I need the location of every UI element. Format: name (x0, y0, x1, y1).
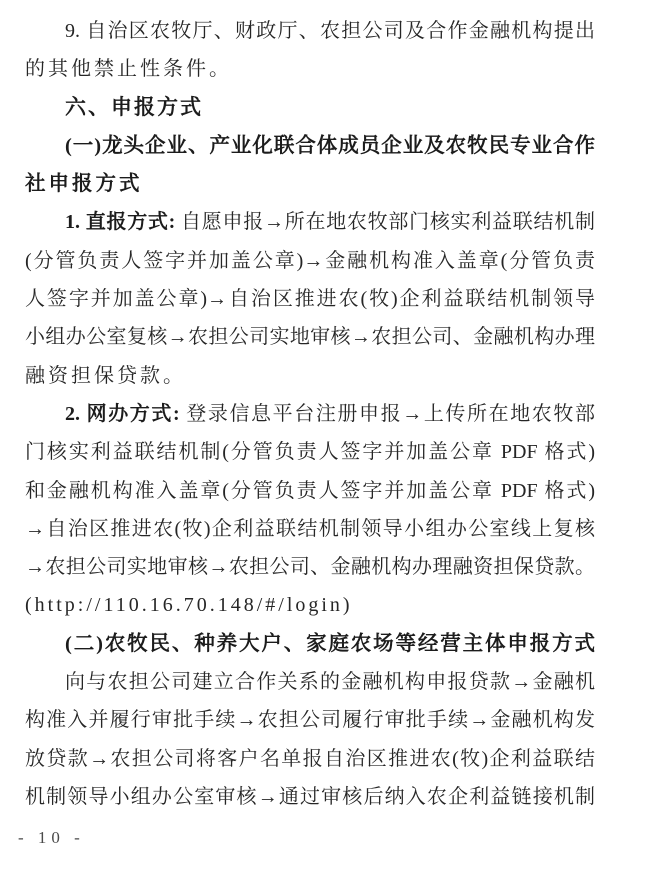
text-line (25, 433, 595, 471)
bold-text-run: (一)龙头企业、产业化联合体成员企业及农牧民专业合作 (65, 134, 595, 157)
text-run: 登录信息平台注册申报→上传所在地农牧部 (179, 402, 595, 425)
text-run: →农担公司实地审核→农担公司、金融机构办理融资担保贷款。 (25, 556, 595, 579)
text-run: (分管负责人签字并加盖公章)→金融机构准入盖章(分管负责 (25, 249, 595, 272)
text-run: 9. 自治区农牧厅、财政厅、农担公司及合作金融机构提出 (65, 20, 595, 42)
text-run: 自愿申报→所在地农牧部门核实利益联结机制 (175, 211, 595, 234)
text-line (25, 778, 595, 816)
text-line (25, 510, 595, 548)
text-line (25, 357, 595, 395)
bold-text-run: (二)农牧民、种养大户、家庭农场等经营主体申报方式 (65, 632, 595, 655)
text-line (25, 586, 595, 624)
bold-text-run: 2. 网办方式: (65, 402, 180, 425)
text-line (25, 663, 595, 701)
text-run: 的其他禁止性条件。 (25, 58, 232, 81)
heading-line (25, 89, 595, 127)
text-run: →自治区推进农(牧)企利益联结机制领导小组办公室线上复核 (25, 517, 595, 540)
text-run: 和金融机构准入盖章(分管负责人签字并加盖公章 PDF 格式) (25, 479, 595, 502)
text-run: 融资担保贷款。 (25, 364, 186, 387)
text-run: 小组办公室复核→农担公司实地审核→农担公司、金融机构办理 (25, 326, 595, 349)
text-run: 构准入并履行审批手续→农担公司履行审批手续→金融机构发 (25, 709, 595, 732)
text-line (25, 548, 595, 586)
page-number: - 10 - (18, 828, 85, 847)
text-line (25, 50, 595, 88)
heading-line (25, 625, 595, 663)
text-line (25, 12, 595, 50)
text-line (25, 203, 595, 241)
text-line (25, 395, 595, 433)
bold-text-run: 六、申报方式 (65, 95, 203, 119)
text-line (25, 740, 595, 778)
text-run: (http://110.16.70.148/#/login) (25, 594, 353, 617)
text-run: 机制领导小组办公室审核→通过审核后纳入农企利益链接机制 (25, 785, 595, 808)
heading-line (25, 127, 595, 165)
text-line (25, 242, 595, 280)
text-line (25, 472, 595, 510)
bold-text-run: 1. 直报方式: (65, 211, 176, 234)
bold-text-run: 社申报方式 (25, 173, 143, 196)
text-run: 门核实利益联结机制(分管负责人签字并加盖公章 PDF 格式) (25, 441, 595, 464)
text-run: 放贷款→农担公司将客户名单报自治区推进农(牧)企利益联结 (25, 747, 595, 770)
document-body (25, 12, 595, 816)
text-line (25, 701, 595, 739)
text-line (25, 318, 595, 356)
text-run: 向与农担公司建立合作关系的金融机构申报贷款→金融机 (65, 671, 595, 694)
heading-line (25, 165, 595, 203)
text-line (25, 280, 595, 318)
text-run: 人签字并加盖公章)→自治区推进农(牧)企利益联结机制领导 (25, 288, 595, 311)
